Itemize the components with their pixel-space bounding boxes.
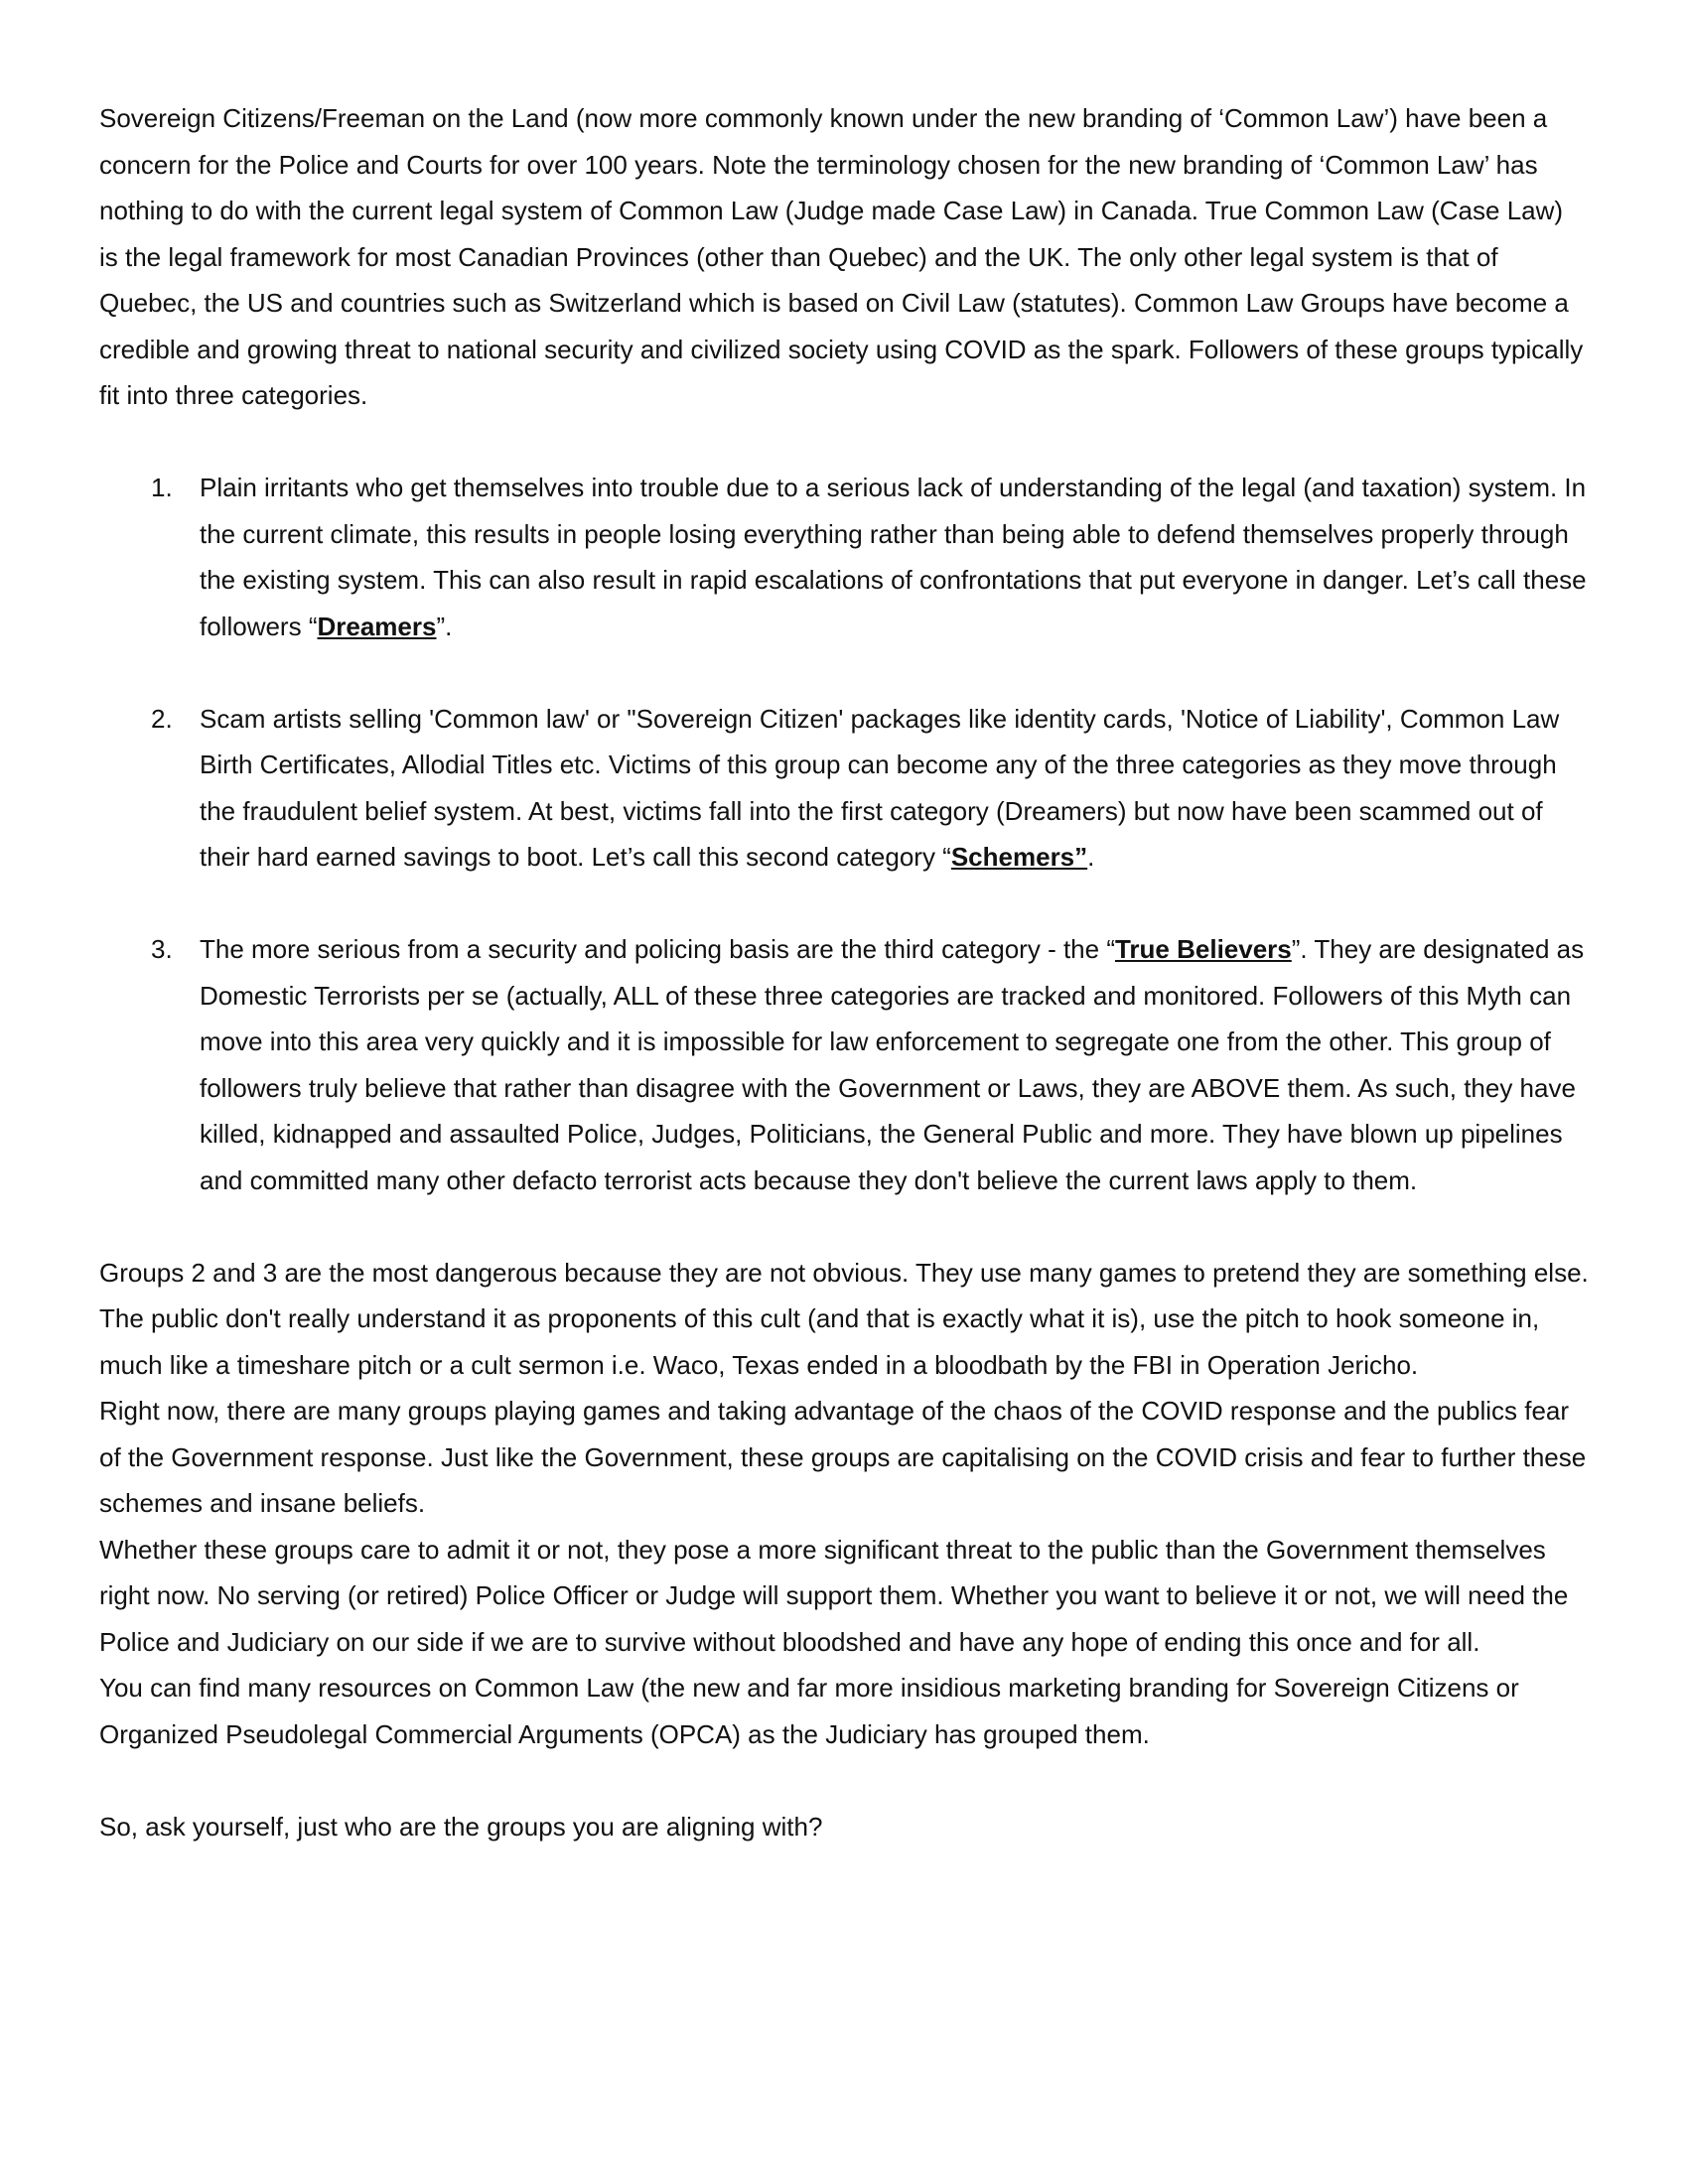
term-dreamers: Dreamers [317, 611, 437, 641]
spacer [99, 881, 1589, 927]
list-number: 2. [151, 703, 173, 734]
list-item-schemers [99, 696, 1589, 881]
groups-paragraph: Groups 2 and 3 are the most dangerous because they are not obvious. They use many games to pretend they are something else. The public don't really understand it as proponents of this cult (and that is exactly what it is), use the pitch to hook someone in, much like a timeshare pitch or a cult sermon i.e. Waco, Texas ended in a bloodbath by the FBI in Operation Jericho. [99, 1257, 1589, 1380]
categories-list [99, 465, 1589, 1203]
resources-paragraph: You can find many resources on Common Law (the new and far more insidious marketing branding for Sovereign Citizens or Organized Pseudolegal Commercial Arguments (OPCA) as the Judiciary has grouped them. [99, 1673, 1519, 1749]
document-page [99, 95, 1589, 1849]
spacer [99, 1203, 1589, 1250]
list-item-suffix: . [1087, 842, 1095, 872]
spacer [99, 419, 1589, 466]
list-item-text: ”. They are designated as Domestic Terrorists per se (actually, ALL of these three categories are tracked and monitored. Followers of this Myth can move into this area very quickly and it is impossible for law enforcement to segregate one from the other. This group of followers truly believe that rather than disagree with the Government or Laws, they are ABOVE them. As such, they have killed, kidnapped and assaulted Police, Judges, Politicians, the General Public and more. They have blown up pipelines and committed many other defacto terrorist acts because they don't believe the current laws apply to them. [200, 934, 1585, 1195]
list-item-true-believers [99, 926, 1589, 1203]
spacer [99, 649, 1589, 696]
list-item-suffix: ”. [436, 611, 453, 641]
list-number: 1. [151, 473, 173, 502]
list-item-dreamers [99, 465, 1589, 649]
closing-question: So, ask yourself, just who are the groups you are aligning with? [99, 1811, 823, 1842]
intro-paragraph: Sovereign Citizens/Freeman on the Land (now more commonly known under the new branding of ‘Common Law’) have been a concern for the Police and Courts for over 100 years. Note the terminology chosen for the new branding of ‘Common Law’ has nothing to do with the current legal system of Common Law (Judge made Case Law) in Canada. True Common Law (Case Law) is the legal framework for most Canadian Provinces (other than Quebec) and the UK. The only other legal system is that of Quebec, the US and countries such as Switzerland which is based on Civil Law (statutes). Common Law Groups have become a credible and growing threat to national security and civilized society using COVID as the spark. Followers of these groups typically fit into three categories. [99, 103, 1584, 410]
list-item-text: Scam artists selling 'Common law' or "Sovereign Citizen' packages like identity cards, 'Notice of Liability', Common Law Birth Certificates, Allodial Titles etc. Victims of this group can become any of the three categories as they move through the fraudulent belief system. At best, victims fall into the first category (Dreamers) but now have been scammed out of their hard earned savings to boot. Let’s call this second category “ [200, 703, 1560, 872]
list-number: 3. [151, 934, 173, 964]
whether-paragraph: Whether these groups care to admit it or not, they pose a more significant threat to the public than the Government themselves right now. No serving (or retired) Police Officer or Judge will support them. Whether you want to believe it or not, we will need the Police and Judiciary on our side if we are to survive without bloodshed and have any hope of ending this once and for all. [99, 1534, 1569, 1657]
right-now-paragraph: Right now, there are many groups playing games and taking advantage of the chaos of the COVID response and the publics fear of the Government response. Just like the Government, these groups are capitalising on the COVID crisis and fear to further these schemes and insane beliefs. [99, 1396, 1587, 1518]
term-true-believers: True Believers [1114, 934, 1292, 964]
term-schemers: Schemers” [950, 842, 1088, 872]
list-item-text: Plain irritants who get themselves into trouble due to a serious lack of understanding of the legal (and taxation) system. In the current climate, this results in people losing everything rather than being able to defend themselves properly through the existing system. This can also result in rapid escalations of confrontations that put everyone in danger. Let’s call these followers “ [200, 473, 1587, 641]
list-item-prefix: The more serious from a security and policing basis are the third category - the “ [200, 934, 1115, 964]
spacer [99, 1757, 1589, 1804]
